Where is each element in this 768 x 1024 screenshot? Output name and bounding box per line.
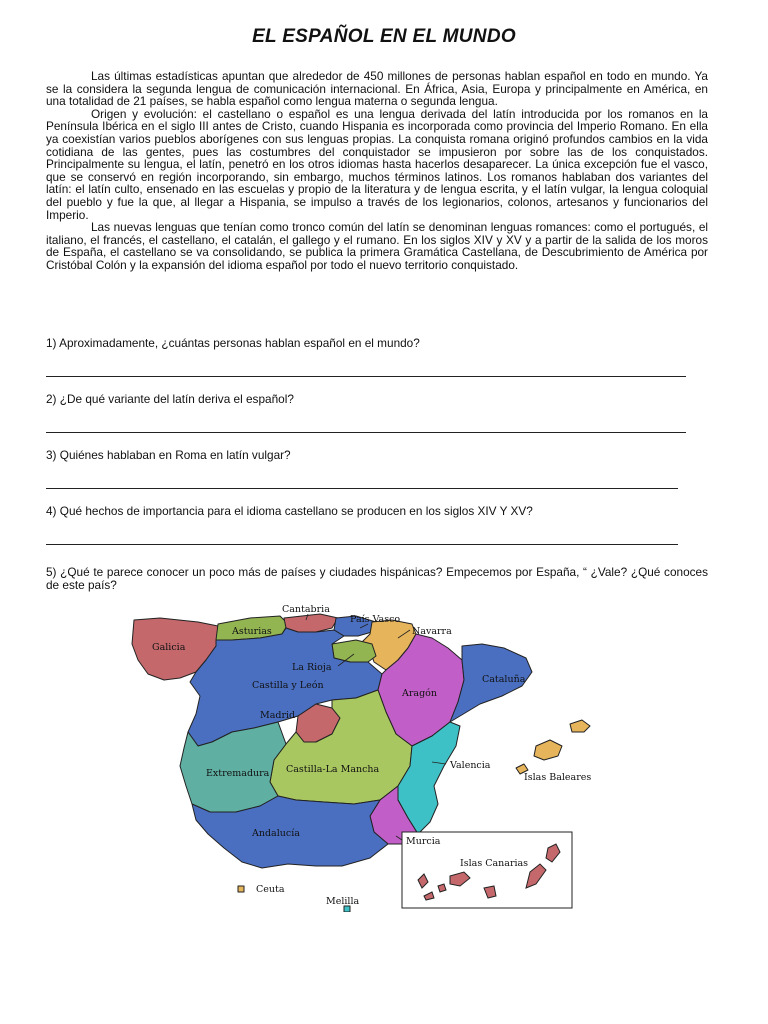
answer-line-3[interactable] (46, 488, 678, 489)
island-menorca (570, 720, 590, 732)
question-2: 2) ¿De qué variante del latín deriva el español? (46, 392, 294, 406)
answer-line-2[interactable] (46, 432, 686, 433)
question-1: 1) Aproximadamente, ¿cuántas personas hablan español en el mundo? (46, 336, 420, 350)
label-madrid: Madrid (260, 710, 296, 721)
question-3: 3) Quiénes hablaban en Roma en latín vulgar? (46, 448, 291, 462)
label-castilla-leon: Castilla y León (252, 680, 324, 691)
label-pais-vasco: País Vasco (350, 614, 401, 625)
label-galicia: Galicia (152, 642, 186, 653)
label-andalucia: Andalucía (252, 828, 300, 839)
paragraph-2: Origen y evolución: el castellano o español es una lengua derivada del latín introducida por los romanos en la Península Ibérica en el siglo III antes de Cristo, cuando Hispania es incorporada como provincia del Imperio Romano. En ella ya coexistían varios pueblos aborígenes con sus lenguas propias. La conquista romana originó profundos cambios en la vida cotidiana de las gentes, pues las costumbres del conquistador se impusieron por sobre las de los conquistados. Principalmente su lengua, el latín, penetró en los otros idiomas hasta hacerlos desaparecer. La única excepción fue el vasco, que se conservó en región incorporando, sin embargo, muchos términos latinos. Los romanos hablaban dos variantes del latín: el latín culto, ensenado en las escuelas y propio de la literatura y de lengua escrita, y el latín vulgar, la lengua coloquial del pueblo y fue la que, al llegar a Hispania, se impulso a través de los legionarios, colonos, artesanos y funcionarios del Imperio. (46, 106, 708, 222)
question-4: 4) Qué hechos de importancia para el idioma castellano se producen en los siglos XIV Y XV? (46, 504, 533, 518)
label-asturias: Asturias (232, 626, 272, 637)
question-5: 5) ¿Qué te parece conocer un poco más de países y ciudades hispánicas? Empecemos por España, “ ¿Vale? ¿Qué conoces de este país? (46, 565, 708, 592)
label-islas-baleares: Islas Baleares (524, 772, 592, 783)
label-valencia: Valencia (450, 760, 491, 771)
page-title: EL ESPAÑOL EN EL MUNDO (252, 26, 516, 47)
paragraph-3: Las nuevas lenguas que tenían como tronco común del latín se denominan lenguas romances: como el portugués, el italiano, el francés, el castellano, el catalán, el gallego y el rumano. En los siglos XIV y XV y a partir de la salida de los moros de España, el castellano se va consolidando, se publica la primera Gramática Castellana, de Descubrimiento de América por Cristóbal Colón y la expansión del idioma español por todo el nuevo territorio conquistado. (46, 220, 708, 272)
answer-line-1[interactable] (46, 376, 686, 377)
paragraph-1: Las últimas estadísticas apuntan que alrededor de 450 millones de personas hablan español en todo en mundo. Ya se la considera la segunda lengua de comunicación internacional. En África, Asia, Europa y principalmente en América, en una totalidad de 21 países, se habla español como lengua materna o segunda lengua. (46, 69, 708, 109)
label-cantabria: Cantabria (282, 604, 330, 615)
spain-map (120, 600, 610, 912)
label-aragon: Aragón (402, 688, 437, 699)
label-extremadura: Extremadura (206, 768, 270, 779)
label-cataluna: Cataluña (482, 674, 526, 685)
label-murcia: Murcia (406, 836, 441, 847)
region-ceuta (238, 886, 244, 892)
label-la-rioja: La Rioja (292, 662, 332, 673)
region-cantabria (284, 614, 338, 632)
answer-line-4[interactable] (46, 544, 678, 545)
label-ceuta: Ceuta (256, 884, 285, 895)
island-la-gomera (438, 884, 446, 892)
label-melilla: Melilla (326, 896, 360, 907)
label-navarra: Navarra (412, 626, 452, 637)
region-islas-baleares (534, 740, 562, 760)
label-castilla-la-mancha: Castilla-La Mancha (286, 764, 380, 775)
label-islas-canarias: Islas Canarias (460, 858, 529, 869)
reading-text (46, 70, 708, 272)
